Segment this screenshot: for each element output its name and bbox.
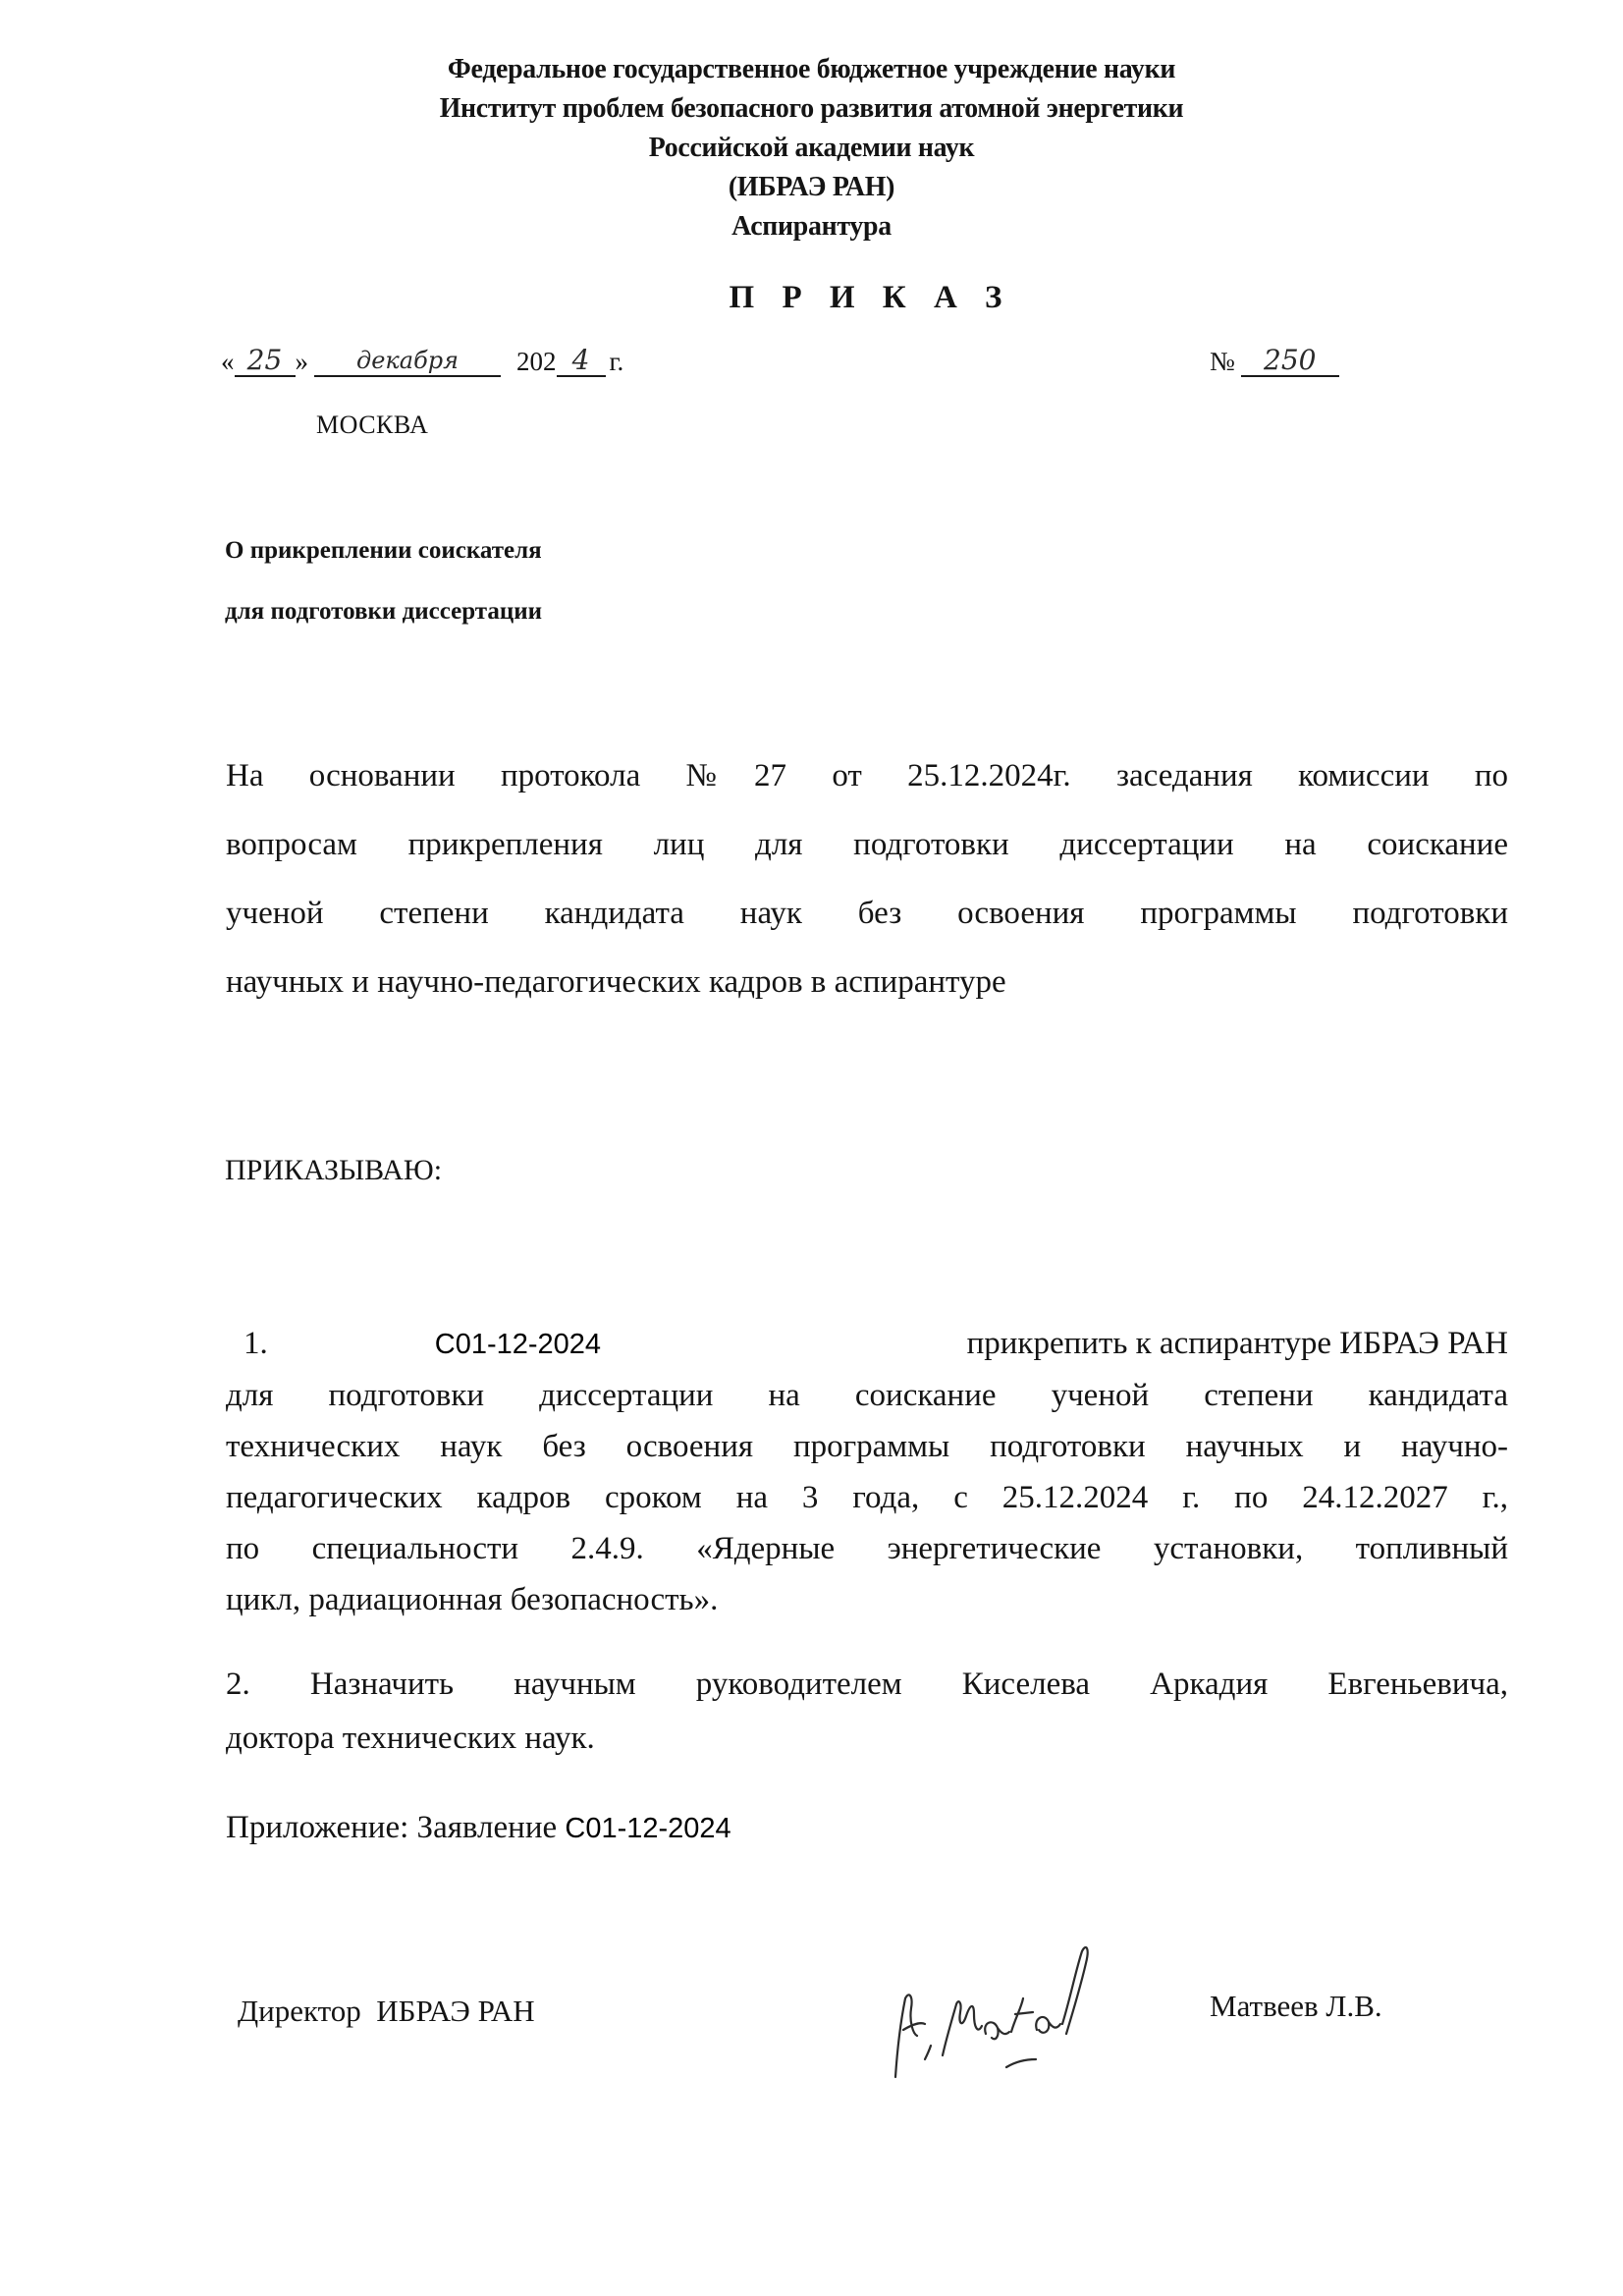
date-open-quote: « bbox=[221, 347, 235, 376]
item-2-line: доктора технических наук. bbox=[226, 1721, 595, 1756]
item-1-line: цикл, радиационная безопасность». bbox=[226, 1582, 719, 1617]
number-label: № bbox=[1210, 347, 1235, 376]
attachment-note bbox=[226, 1810, 731, 1846]
subject-line-2: для подготовки диссертации bbox=[225, 598, 543, 625]
attachment-code: C01-12-2024 bbox=[565, 1813, 731, 1844]
item-1-number: 1. bbox=[243, 1326, 268, 1361]
date-year-suffix: г. bbox=[609, 347, 624, 376]
order-number bbox=[1210, 346, 1339, 377]
directive-heading: ПРИКАЗЫВАЮ: bbox=[225, 1154, 443, 1186]
date-year-digit-handwritten: 4 bbox=[557, 346, 606, 377]
item-1-line: технических наук без освоения программы подготовки научных и научно- bbox=[226, 1429, 1508, 1464]
item-1-first-row bbox=[226, 1318, 1508, 1370]
organization-header bbox=[32, 49, 1591, 246]
header-line-1: Федеральное государственное бюджетное учреждение науки bbox=[447, 53, 1176, 84]
header-line-4: (ИБРАЭ РАН) bbox=[728, 171, 895, 202]
handwritten-signature-icon bbox=[884, 1940, 1178, 2087]
applicant-code: C01-12-2024 bbox=[434, 1329, 602, 1360]
preamble-line: научных и научно-педагогических кадров в аспирантуре bbox=[226, 964, 1006, 1000]
signatory-name: Матвеев Л.В. bbox=[1210, 1989, 1382, 2023]
subject-line-1: О прикреплении соискателя bbox=[225, 537, 542, 564]
date-month-handwritten: декабря bbox=[314, 346, 501, 377]
header-line-2: Институт проблем безопасного развития атомной энергетики bbox=[439, 92, 1184, 124]
item-1-first-line-text: прикрепить к аспирантуре ИБРАЭ РАН bbox=[966, 1326, 1508, 1361]
item-1-line: по специальности 2.4.9. «Ядерные энергетические установки, топливный bbox=[226, 1531, 1508, 1566]
city: МОСКВА bbox=[316, 410, 429, 439]
item-1-line: педагогических кадров сроком на 3 года, с 25.12.2024 г. по 24.12.2027 г., bbox=[226, 1480, 1508, 1515]
date-close-quote: » bbox=[295, 347, 308, 376]
item-1-line: для подготовки диссертации на соискание ученой степени кандидата bbox=[226, 1378, 1508, 1413]
preamble-line: вопросам прикрепления лиц для подготовки диссертации на соискание bbox=[226, 827, 1508, 862]
number-handwritten: 250 bbox=[1241, 346, 1339, 377]
header-line-3: Российской академии наук bbox=[648, 132, 975, 163]
item-2-line: 2. Назначить научным руководителем Киселева Аркадия Евгеньевича, bbox=[226, 1667, 1508, 1702]
preamble-line: На основании протокола №27 от 25.12.2024г. заседания комиссии по bbox=[226, 758, 1508, 793]
order-item-2 bbox=[226, 1658, 1508, 1766]
header-line-5: Аспирантура bbox=[731, 210, 892, 242]
preamble-paragraph bbox=[226, 741, 1508, 1016]
attachment-label: Приложение: Заявление bbox=[226, 1810, 558, 1845]
order-item-1 bbox=[226, 1318, 1508, 1625]
date-year-prefix: 202 bbox=[516, 347, 557, 376]
date-day-handwritten: 25 bbox=[235, 346, 296, 377]
order-date bbox=[221, 346, 623, 377]
order-subject bbox=[225, 520, 542, 642]
order-title: П Р И К А З bbox=[729, 280, 1012, 315]
preamble-line: ученой степени кандидата наук без освоения программы подготовки bbox=[226, 896, 1508, 931]
signatory-position: Директор ИБРАЭ РАН bbox=[238, 1994, 535, 2028]
